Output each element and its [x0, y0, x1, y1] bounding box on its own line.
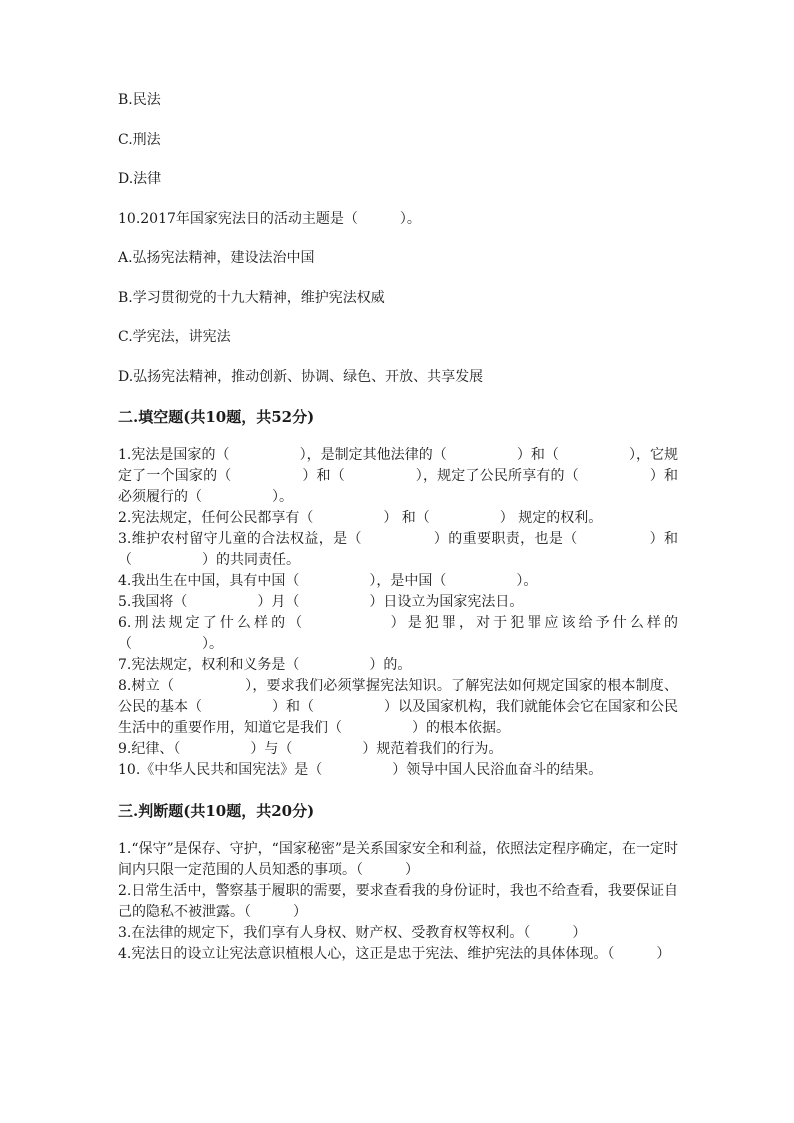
judge-item-4: 4.宪法日的设立让宪法意识植根人心，这正是忠于宪法、维护宪法的具体体现。（ ）: [118, 946, 671, 962]
fill-item-6: 6.刑法规定了什么样的（ ）是犯罪，对于犯罪应该给予什么样的（ ）。: [118, 615, 678, 652]
option-b-q10: B.学习贯彻党的十九大精神，维护宪法权威: [118, 289, 385, 306]
judge-item-1: 1.“保守”是保存、守护，“国家秘密”是关系国家安全和利益，依照法定程序确定，在一定时间内只限一定范围的人员知悉的事项。（ ）: [118, 841, 678, 878]
fill-item-3: 3.维护农村留守儿童的合法权益，是（ ）的重要职责，也是（ ）和（ ）的共同责任。: [118, 531, 678, 568]
document-page: [118, 90, 678, 984]
fill-item-4: 4.我出生在中国，具有中国（ ），是中国（ ）。: [118, 573, 538, 589]
option-c-q9: C.刑法: [118, 131, 161, 148]
fill-item-9: 9.纪律、（ ）与（ ）规范着我们的行为。: [118, 741, 503, 757]
option-b-q9: B.民法: [118, 92, 161, 108]
option-a-q10: A.弘扬宪法精神，建设法治中国: [118, 250, 315, 266]
judge-section-items: [118, 839, 678, 965]
option-c-q10: C.学宪法，讲宪法: [118, 329, 231, 345]
fill-item-7: 7.宪法规定，权利和义务是（ ）的。: [118, 657, 412, 673]
judge-item-2: 2.日常生活中，警察基于履职的需要，要求查看我的身份证时，我也不给查看，我要保证自己的隐私不被泄露。（ ）: [118, 883, 678, 920]
fill-item-8: 8.树立（ ），要求我们必须掌握宪法知识。了解宪法如何规定国家的根本制度、公民的基本（ ）和（ ）以及国家机构，我们就能体会它在国家和公民生活中的重要作用，知道它是我们（ ）的根本依据。: [118, 678, 678, 736]
fill-item-2: 2.宪法规定，任何公民都享有（ ） 和（ ） 规定的权利。: [118, 510, 603, 526]
judge-item-3: 3.在法律的规定下，我们享有人身权、财产权、受教育权等权利。（ ）: [118, 925, 587, 941]
question-10-stem: 10.2017年国家宪法日的活动主题是（ ）。: [118, 210, 421, 227]
option-d-q10: D.弘扬宪法精神，推动创新、协调、绿色、开放、共享发展: [118, 368, 484, 385]
fill-section-items: [118, 445, 678, 781]
fill-item-10: 10.《中华人民共和国宪法》是（ ）领导中国人民浴血奋斗的结果。: [118, 762, 603, 778]
fill-item-1: 1.宪法是国家的（ ），是制定其他法律的（ ）和（ ），它规定了一个国家的（ ）和（ ），规定了公民所享有的（ ）和必须履行的（ ）。: [118, 447, 678, 505]
fill-item-5: 5.我国将（ ）月（ ）日设立为国家宪法日。: [118, 594, 524, 610]
option-d-q9: D.法律: [118, 171, 162, 187]
judge-section-title: 三.判断题(共10题，共20分): [118, 802, 315, 820]
fill-section-title: 二.填空题(共10题，共52分): [118, 408, 315, 426]
